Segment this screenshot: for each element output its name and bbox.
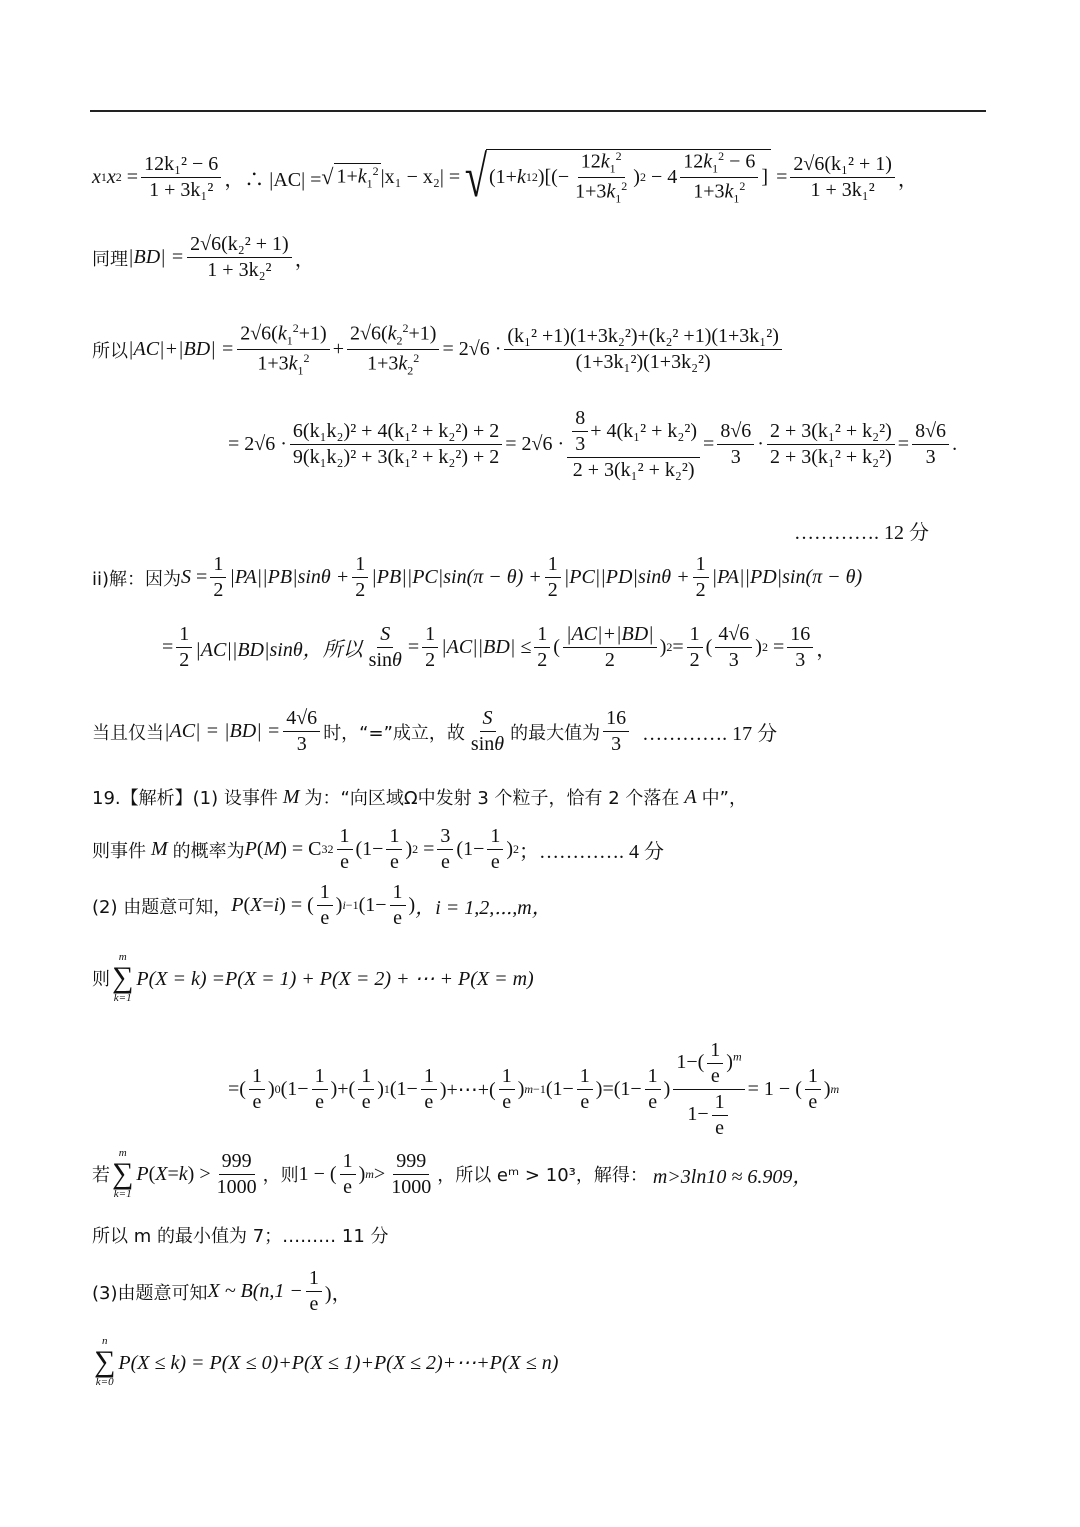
q2-then: ，则 (262, 1165, 299, 1186)
score-4: ；…………. 4 分 (519, 841, 665, 863)
q2-so: ，所以 eᵐ > 10³，解得： (437, 1165, 648, 1186)
equality-mid: 时，“=”成立，故 (323, 722, 465, 744)
q2-expand: =( 1 e ) 0 (1− 1 e )+( 1 e ) 1 (1− 1 e )+⋯+( 1 e ) m−1 (1− 1 e )=(1− 1 e ) 1−( $\frac{1}{e}$ )$^m$ 1− $\frac{1}{e}$ = 1 − ( 1 e ) m (228, 1039, 840, 1139)
q3-dist: (3)由题意可知 X ~ B(n,1 − $\frac{1}{e}$ )， (92, 1267, 352, 1315)
q2-range: ，i = 1,2,⋯,m， (415, 897, 552, 919)
line-area-bound: = 1 2 |AC||BD|sinθ，所以 S sinθ = 1 2 |AC||BD| ≤ $\frac{1}{2}$ ( |AC|+|BD| 2 ) 2 = 1 2 ( 4√6 3 ) 2 = 16 3 ， (162, 623, 837, 671)
three: 3 (575, 433, 586, 455)
q2-dist: (2) 由题意可知， P ( X = i ) = ( 1 e ) i−1 (1− 1 e ) ，i = 1,2,⋯,m， (92, 881, 552, 929)
equality-prefix: 当且仅当 (92, 722, 164, 744)
simp-num3: 2 + 3(k₁² + k₂²) (767, 421, 895, 445)
q2-min-text: 所以 m 的最小值为 7；……… 11 分 (92, 1226, 389, 1247)
equality-cond: |AC| = |BD| = (164, 720, 281, 742)
bd-label: |BD| = (128, 246, 185, 268)
q2-min (92, 1222, 389, 1248)
q2-sum: 则 m ∑ k=1 P(X = k) =P(X = 1) + P(X = 2) + ⋯ + P(X = m) (92, 951, 534, 1004)
therefore-label: ，∴ |AC| = (224, 168, 322, 191)
simp-num2-rest: + 4(k₁² + k₂²) (590, 420, 698, 442)
q2-sum-prefix: 则 (92, 969, 110, 990)
s-term1: |PA||PB|sinθ + (229, 566, 350, 588)
ii-prefix: ii)解：因为 (92, 568, 182, 590)
sum-big-num: (k₁² +1)(1+3k₂²)+(k₂² +1)(1+3k₁²) (504, 326, 782, 350)
result-den: 1 + 3k₁² (810, 178, 875, 201)
simp-den3: 2 + 3(k₁² + k₂²) (769, 446, 892, 468)
q19-title-text: 19.【解析】(1) 设事件 (92, 788, 278, 809)
frac1-den: 1 + 3k₁² (149, 178, 214, 201)
frac1-num: 12k₁² − 6 (141, 154, 221, 178)
q19-event: 为：“向区域Ω中发射 3 个粒子，恰有 2 个落在 (304, 788, 680, 809)
abs-diff: |x₁ − x₂| = (380, 165, 461, 188)
q2-prefix: (2) 由题意可知， (92, 896, 232, 918)
result-num: 2√6(k₁² + 1) (790, 154, 895, 178)
score-12: …………. 12 分 (794, 522, 929, 544)
q19-event-end: 中”， (701, 788, 747, 809)
line-equality: 当且仅当 |AC| = |BD| = $\frac{4√6}{3}$ 时，“=”成立，故 S sinθ 的最大值为 16 3 …………. 17 分 (92, 707, 778, 755)
q3-sum: n ∑ k=0 P(X ≤ k) = P(X ≤ 0)+P(X ≤ 1)+P(X ≤ 2)+⋯+P(X ≤ n) (94, 1335, 559, 1388)
tongli-label: 同理 (92, 248, 128, 270)
q2-solve: m>3ln10 ≈ 6.909， (652, 1165, 813, 1188)
bound-part1: |AC||BD|sinθ，所以 (195, 639, 363, 661)
header-rule (90, 110, 986, 112)
simp-den1: 9(k₁k₂)² + 3(k₁² + k₂²) + 2 (292, 446, 500, 468)
bd-num: 2√6(k₂² + 1) (187, 234, 292, 258)
q19-title: 19.【解析】(1) 设事件 M 为：“向区域Ω中发射 3 个粒子，恰有 2 个落在 A 中”， (92, 785, 747, 809)
simp-num1: 6(k₁k₂)² + 4(k₁² + k₂²) + 2 (290, 421, 502, 445)
max-label: 的最大值为 (510, 722, 601, 744)
s-term3: |PC||PD|sinθ + (563, 566, 690, 588)
line-ac-length: x 1 x 2 = $\frac{\text{12k₁² − 6}}{\text{1 + 3k₁²}}$ ，∴ |AC| = √ $1+k_1^2$ |x₁ − x₂| = √ (1+ k 1 2 )[(− $12k_1^2$ $1+3k_1^2$ ) 2 − 4 $12k_1^2 - 6$ $1+3k_1^2$ ] = $\frac{\text{2√6(k₁² + 1)}}{\text{1 + 3k₁²}}$ ， (92, 144, 918, 209)
q19-prob-mid: 的概率为 (172, 840, 245, 862)
q2-inequality: 若 m ∑ k=1 P ( X = k ) > 999 1000 ，则 1 − ( 1 e ) m > 999 1000 ，所以 eᵐ > 10³，解得： m>3ln10 ≈ 6.909， (92, 1147, 813, 1200)
bd-den: 1 + 3k₂² (207, 259, 272, 281)
q2-sum-rhs: P(X = k) =P(X = 1) + P(X = 2) + ⋯ + P(X = m) (136, 967, 534, 990)
line-bd-length: 同理 |BD| = $\frac{\text{2√6(k₂² + 1)}}{\text{1 + 3k₂²}}$ ， (92, 233, 315, 281)
q3-prefix: (3)由题意可知 (92, 1282, 208, 1304)
score-17: …………. 17 分 (642, 723, 778, 745)
s-term4: |PA||PD|sin(π − θ) (711, 566, 863, 588)
bound-part2: |AC||BD| ≤ (441, 636, 532, 658)
suoyi-label: 所以 (92, 340, 128, 362)
q3-dist-text: X ~ B(n,1 − (207, 1280, 303, 1302)
q2-if: 若 (92, 1165, 110, 1186)
simp-den2: 2 + 3(k₁² + k₂²) (572, 459, 695, 481)
eight: 8 (572, 408, 588, 432)
sum-big-den: (1+3k₁²)(1+3k₂²) (575, 351, 711, 374)
q3-sum-text: P(X ≤ k) = P(X ≤ 0)+P(X ≤ 1)+P(X ≤ 2)+⋯+P(X ≤ n) (118, 1351, 559, 1374)
line-area-s: ii)解：因为 S = 1 2 |PA||PB|sinθ + $\frac{1}{2}$ |PB||PC|sin(π − θ) + $\frac{1}{2}$ |PC||PD|sinθ + $\frac{1}{2}$ |PA||PD|sin(π − θ) (92, 553, 863, 601)
s-term2: |PB||PC|sin(π − θ) + (371, 566, 542, 588)
q19-prob: 则事件 M 的概率为 P ( M ) = C 3 2 1 e (1− 1 e ) 2 = 3 e (1− 1 e ) 2 ；…………. 4 分 (92, 825, 665, 873)
line-sum-ac-bd: 所以 |AC|+|BD| = $\frac{2√6(k_1^2+1)}{1+3k_1^2}$ + $2√6(k_2^2+1)$ $1+3k_2^2$ = 2√6 · $\frac{\text{(k₁² +1)(1+3k₂²)+(k₂² +1)(1+3k₁²)}}{\text{(1+3k₁²)(1+3k₂²)}}$ (92, 322, 785, 378)
sum-label: |AC|+|BD| = (128, 338, 235, 361)
q19-prob-prefix: 则事件 (92, 840, 146, 862)
line-simplify: = 2√6 · 6(k₁k₂)² + 4(k₁² + k₂²) + 2 9(k₁k₂)² + 3(k₁² + k₂²) + 2 = 2√6 · 8 3 + 4(k₁² + k₂²) 2 + 3(k₁² + k₂²) = 8√6 3 · 2 + 3(k₁² + k₂²) 2 + 3(k₁² + k₂²) = 8√6 3 . (228, 407, 958, 481)
